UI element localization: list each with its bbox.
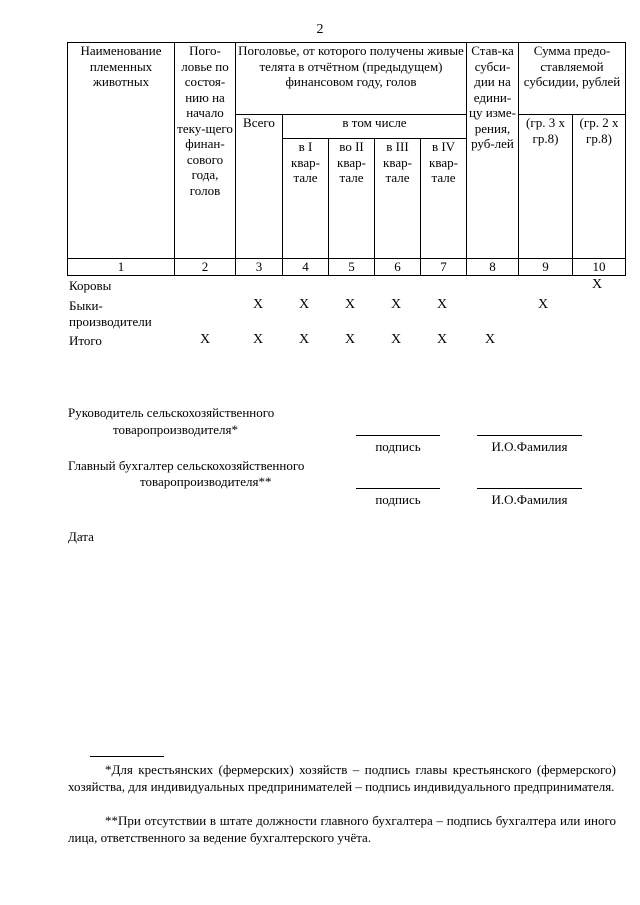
accountant-signature-caption: подпись — [375, 492, 421, 507]
row-label-bulls-line1: Быки- — [69, 298, 103, 313]
head-signature-caption: подпись — [375, 439, 421, 454]
footnote-separator — [90, 756, 164, 757]
subsidy-table — [67, 42, 626, 276]
cell-total-col6: Х — [390, 332, 402, 347]
cell-total-col4: Х — [298, 332, 310, 347]
cell-total-col3: Х — [252, 332, 264, 347]
column-number: 4 — [283, 259, 329, 276]
row-label-bulls-line2: производители — [69, 314, 152, 329]
footnote-head: *Для крестьянских (фермерских) хозяйств – подпись главы крестьянского (фермерского) хозяйства, для индивидуальных предпринимателей – подпись индивидуального предпринимателя. — [68, 762, 616, 794]
footnote-accountant: **При отсутствии в штате должности главного бухгалтера – подпись бухгалтера или иного лица, ответственного за ведение бухгалтерского учёта. — [68, 813, 616, 845]
column-number: 8 — [467, 259, 519, 276]
head-title-line2: товаропроизводителя* — [113, 422, 238, 437]
header-sum-gr2: (гр. 2 х гр.8) — [573, 115, 626, 259]
header-sum-gr3: (гр. 3 х гр.8) — [519, 115, 573, 259]
column-number: 7 — [421, 259, 467, 276]
header-q2: во II квар-тале — [329, 139, 375, 259]
header-q1: в I квар-тале — [283, 139, 329, 259]
column-number: 2 — [175, 259, 236, 276]
cell-bulls-col4: Х — [298, 297, 310, 312]
header-q3: в III квар-тале — [375, 139, 421, 259]
column-number: 9 — [519, 259, 573, 276]
row-label-total: Итого — [69, 333, 102, 348]
cell-bulls-col7: Х — [436, 297, 448, 312]
cell-bulls-col9: Х — [537, 297, 549, 312]
header-animal-name: Наименование племенных животных — [68, 43, 175, 259]
cell-bulls-col6: Х — [390, 297, 402, 312]
row-label-cows: Коровы — [69, 278, 112, 293]
head-name-caption: И.О.Фамилия — [491, 439, 568, 454]
header-subsidy-rate: Став-ка субси-дии на едини-цу изме-рения, руб-лей — [467, 43, 519, 259]
date-label: Дата — [68, 529, 94, 544]
page-number: 2 — [316, 22, 324, 37]
column-number: 10 — [573, 259, 626, 276]
header-including: в том числе — [283, 115, 467, 139]
head-signature-line — [356, 435, 440, 436]
column-number: 6 — [375, 259, 421, 276]
header-q4: в IV квар-тале — [421, 139, 467, 259]
head-title-line1: Руководитель сельскохозяйственного — [68, 405, 275, 420]
header-livestock-calves: Поголовье, от которого получены живые телята в отчётном (предыдущем) финансовом году, голов — [236, 43, 467, 115]
cell-total-col5: Х — [344, 332, 356, 347]
accountant-title-line1: Главный бухгалтер сельскохозяйственного — [68, 458, 305, 473]
cell-total-col7: Х — [436, 332, 448, 347]
cell-total-col8: Х — [484, 332, 496, 347]
cell-cows-col10: Х — [591, 277, 603, 292]
accountant-name-line — [477, 488, 582, 489]
cell-bulls-col5: Х — [344, 297, 356, 312]
header-livestock-start: Пого-ловье по состоя-нию на начало теку-щего финан-сового года, голов — [175, 43, 236, 259]
accountant-title-line2: товаропроизводителя** — [140, 474, 272, 489]
column-number: 1 — [68, 259, 175, 276]
cell-bulls-col3: Х — [252, 297, 264, 312]
header-total: Всего — [236, 115, 283, 259]
accountant-signature-line — [356, 488, 440, 489]
column-number: 3 — [236, 259, 283, 276]
header-subsidy-sum: Сумма предо-ставляемой субсидии, рублей — [519, 43, 626, 115]
accountant-name-caption: И.О.Фамилия — [491, 492, 568, 507]
column-number: 5 — [329, 259, 375, 276]
head-name-line — [477, 435, 582, 436]
cell-total-col2: Х — [199, 332, 211, 347]
column-number-row — [68, 259, 626, 276]
